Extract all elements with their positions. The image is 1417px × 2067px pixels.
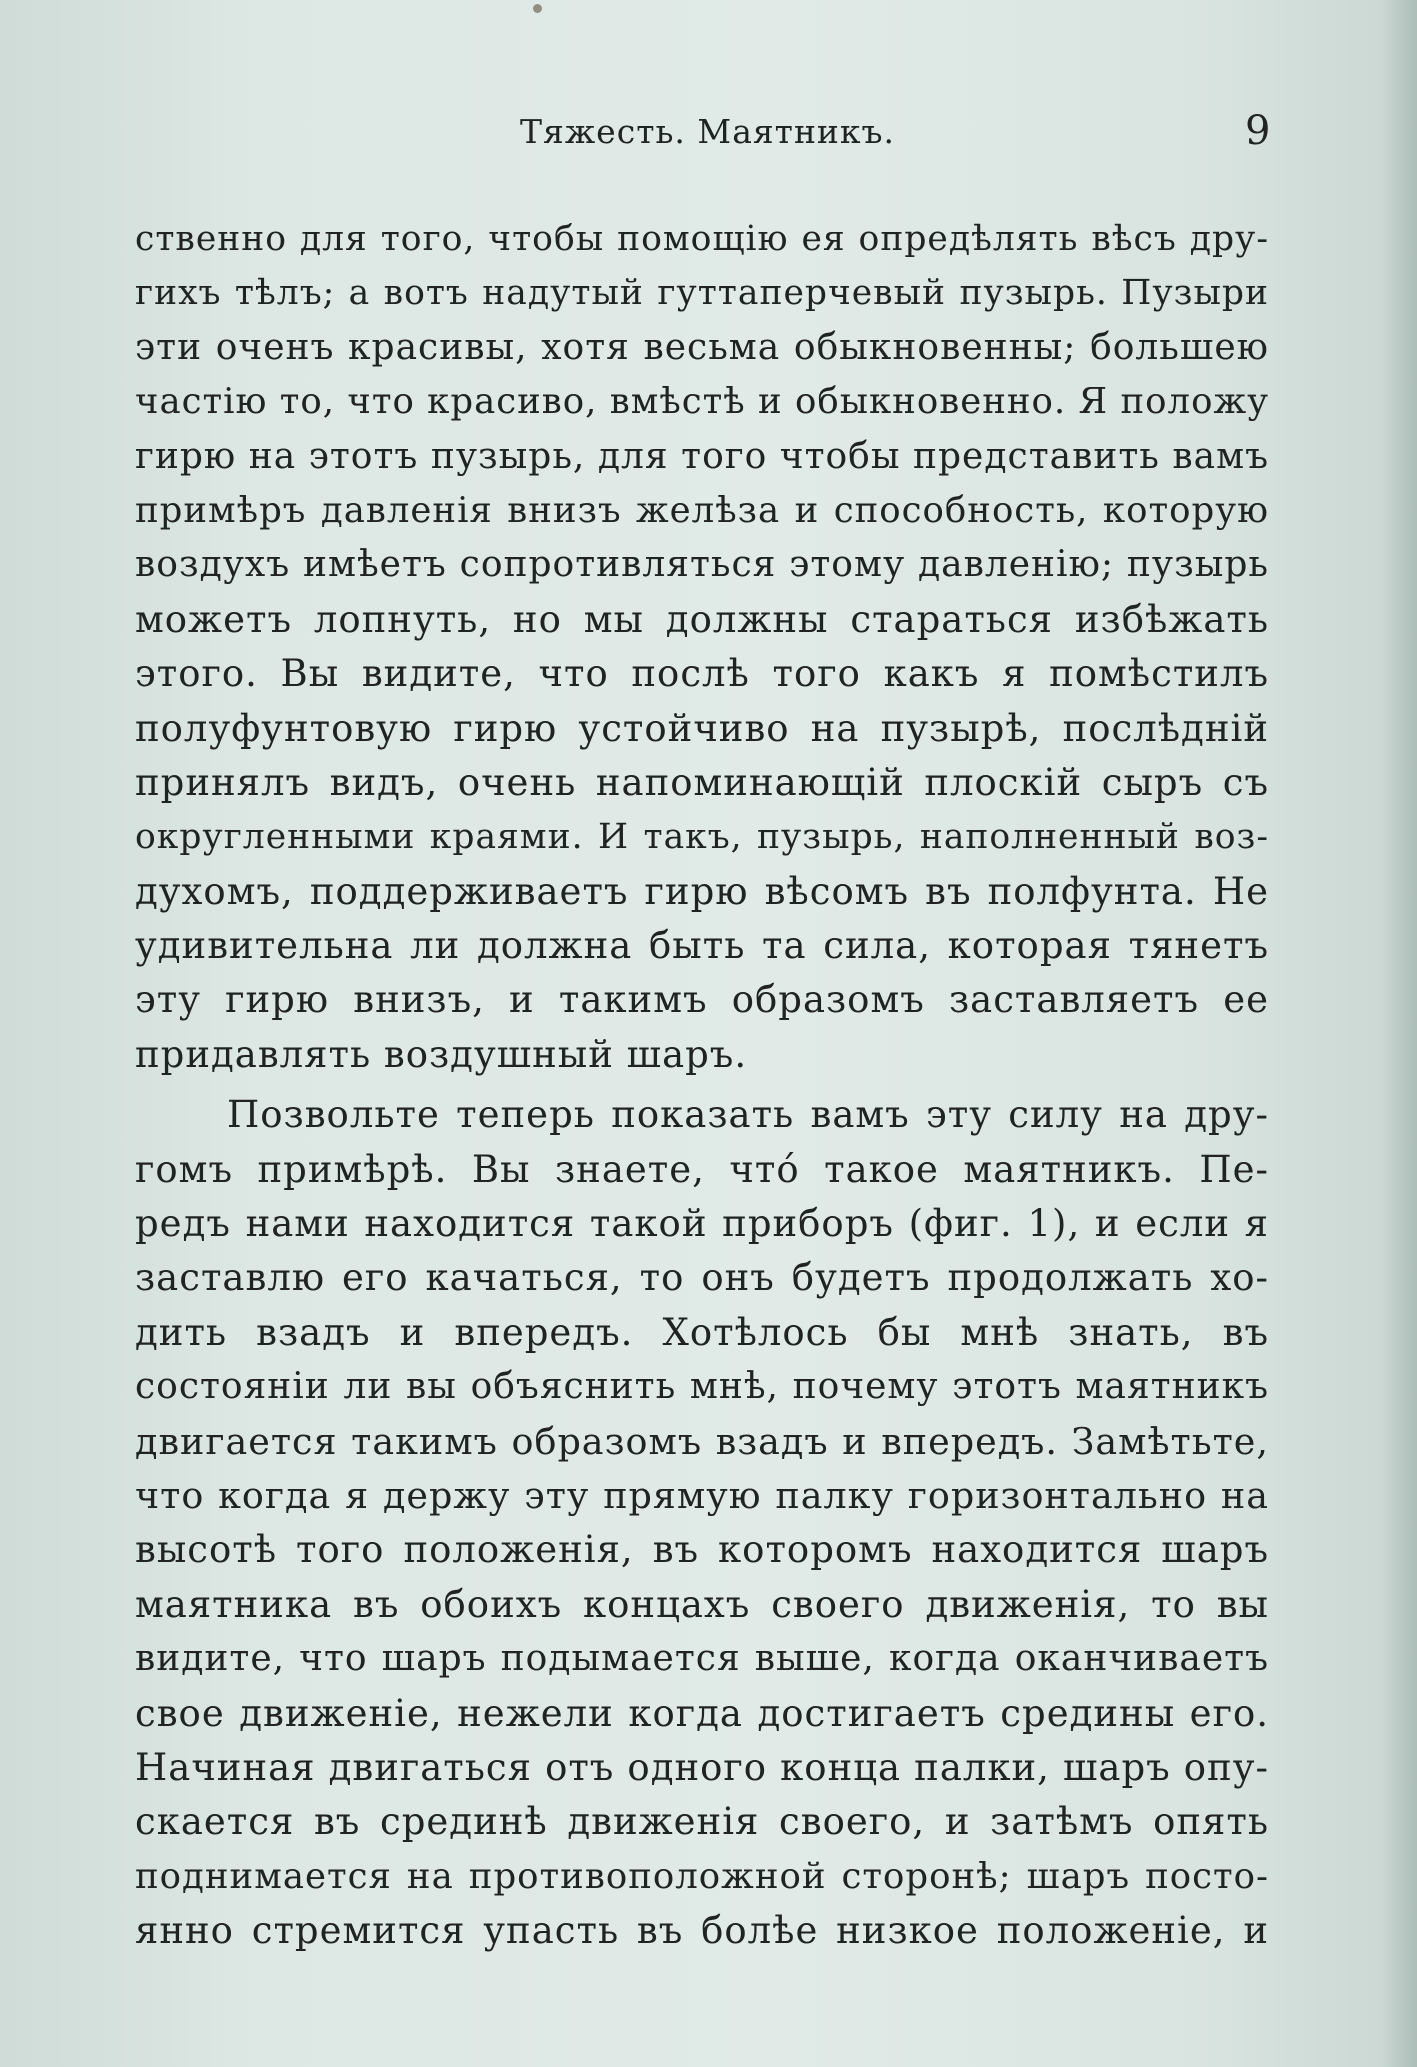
text-line: янно стремится упасть въ болѣе низкое положеніе, и (135, 1909, 1269, 1953)
running-head-title: Тяжесть. Маятникъ. (520, 112, 896, 151)
text-line: маятника въ обоихъ концахъ своего движенія, то вы (135, 1582, 1269, 1626)
text-line: двигается такимъ образомъ взадъ и впередъ. Замѣтьте, (135, 1419, 1269, 1463)
paragraph-first-line: Позвольте теперь показать вамъ эту силу на дру- (227, 1093, 1269, 1137)
text-line: дить взадъ и впередъ. Хотѣлось бы мнѣ знать, въ (135, 1310, 1269, 1354)
text-line: придавлять воздушный шаръ. (135, 1032, 748, 1076)
text-line: ственно для того, чтобы помощію ея опредѣлять вѣсъ дру- (135, 219, 1269, 259)
text-line: удивительна ли должна быть та сила, которая тянетъ (135, 924, 1269, 968)
text-line: можетъ лопнуть, но мы должны стараться избѣжать (135, 597, 1269, 641)
text-line: примѣръ давленія внизъ желѣза и способность, которую (135, 489, 1269, 531)
body-text (135, 212, 1269, 1959)
text-line: гомъ примѣрѣ. Вы знаете, что́ такое маятникъ. Пе- (135, 1147, 1269, 1191)
text-line: гирю на этотъ пузырь, для того чтобы представить вамъ (135, 435, 1269, 477)
text-line: видите, что шаръ подымается выше, когда оканчиваетъ (135, 1638, 1269, 1680)
text-line: воздухъ имѣетъ сопротивляться этому давленію; пузырь (135, 544, 1269, 586)
text-line: высотѣ того положенія, въ которомъ находится шаръ (135, 1528, 1269, 1572)
text-line: полуфунтовую гирю устойчиво на пузырѣ, послѣдній (135, 706, 1269, 750)
text-line: что когда я держу эту прямую палку горизонтально на (135, 1473, 1269, 1517)
text-line: Начиная двигаться отъ одного конца палки, шаръ опу- (135, 1745, 1269, 1789)
text-line: редъ нами находится такой приборъ (фиг. 1), и если я (135, 1202, 1269, 1246)
text-line: эти оченъ красивы, хотя весьма обыкновенны; большею (135, 326, 1269, 368)
running-head (0, 108, 1417, 164)
text-line: духомъ, поддерживаетъ гирю вѣсомъ въ полфунта. Не (135, 869, 1269, 913)
text-line: частію то, что красиво, вмѣстѣ и обыкновенно. Я положу (135, 381, 1269, 423)
ink-speck (533, 4, 542, 13)
text-line: скается въ срединѣ движенія своего, и затѣмъ опять (135, 1800, 1269, 1844)
page-edge-shadow (1381, 0, 1417, 2067)
text-line: свое движеніе, нежели когда достигаетъ средины его. (135, 1691, 1269, 1735)
text-line: эту гирю внизъ, и такимъ образомъ заставляетъ ее (135, 978, 1269, 1022)
text-line: принялъ видъ, очень напоминающій плоскій сыръ съ (135, 760, 1269, 804)
text-line: поднимается на противоположной сторонѣ; шаръ посто- (135, 1855, 1269, 1897)
text-line: округленными краями. И такъ, пузырь, наполненный воз- (135, 817, 1269, 858)
text-line: заставлю его качаться, то онъ будетъ продолжать хо- (135, 1256, 1269, 1300)
text-line: состояніи ли вы объяснить мнѣ, почему этотъ маятникъ (135, 1366, 1269, 1408)
text-line: гихъ тѣлъ; а вотъ надутый гуттаперчевый пузырь. Пузыри (135, 273, 1269, 314)
page-number: 9 (1245, 108, 1271, 154)
text-line: этого. Вы видите, что послѣ того какъ я помѣстилъ (135, 652, 1269, 696)
